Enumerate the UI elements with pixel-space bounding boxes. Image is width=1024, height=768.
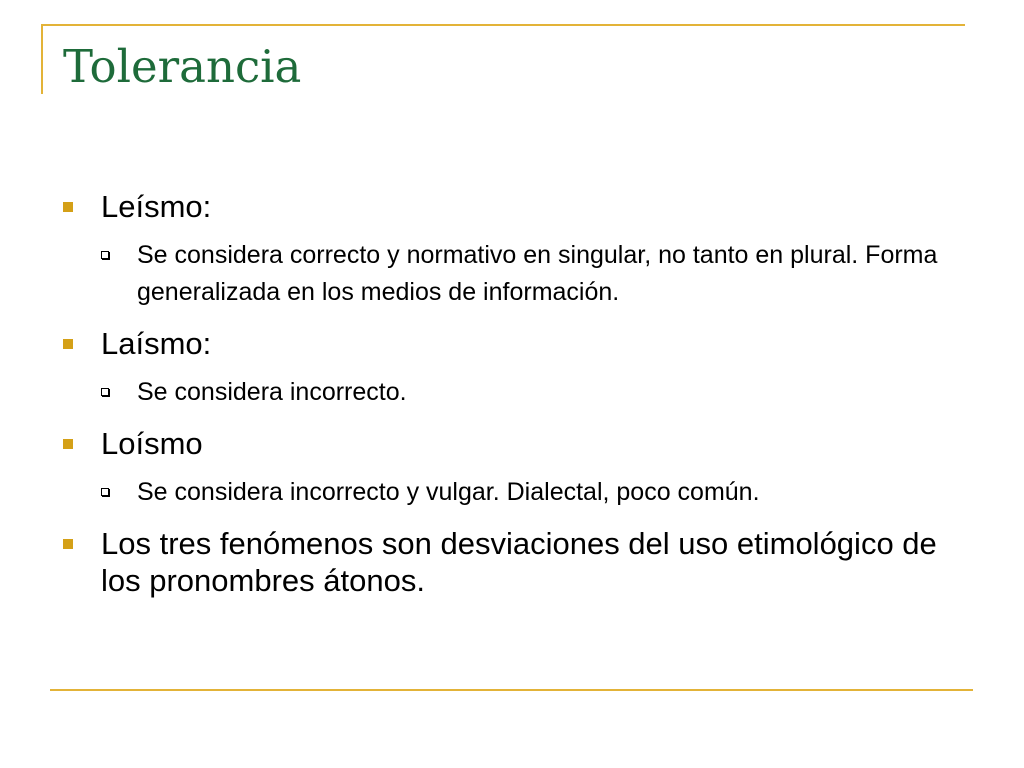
hollow-square-bullet-icon — [101, 488, 109, 496]
filled-square-bullet-icon — [63, 339, 73, 349]
sub-bullet-item — [60, 374, 960, 411]
bullet-item-text: Los tres fenómenos son desviaciones del uso etimológico de los pronombres átonos. — [101, 526, 937, 598]
sub-bullet-text: Se considera correcto y normativo en singular, no tanto en plural. Forma generalizada en los medios de información. — [137, 241, 938, 306]
sub-bullet-text: Se considera incorrecto. — [137, 378, 407, 406]
filled-square-bullet-icon — [63, 539, 73, 549]
filled-square-bullet-icon — [63, 202, 73, 212]
sub-bullet-item — [60, 237, 960, 311]
bullet-item-summary — [60, 525, 960, 599]
filled-square-bullet-icon — [63, 439, 73, 449]
bullet-item-leismo — [60, 188, 960, 225]
bullet-item-text: Laísmo: — [101, 326, 212, 361]
title-frame-left-rule — [41, 24, 43, 94]
slide-title: Tolerancia — [63, 40, 302, 93]
bullet-item-text: Leísmo: — [101, 189, 212, 224]
sub-bullet-text: Se considera incorrecto y vulgar. Dialectal, poco común. — [137, 478, 760, 506]
hollow-square-bullet-icon — [101, 388, 109, 396]
footer-rule — [50, 689, 973, 691]
bullet-item-laismo — [60, 325, 960, 362]
bullet-list — [60, 188, 960, 599]
bullet-item-loismo — [60, 425, 960, 462]
title-frame-top-rule — [41, 24, 965, 26]
hollow-square-bullet-icon — [101, 251, 109, 259]
bullet-item-text: Loísmo — [101, 426, 203, 461]
sub-bullet-item — [60, 474, 960, 511]
